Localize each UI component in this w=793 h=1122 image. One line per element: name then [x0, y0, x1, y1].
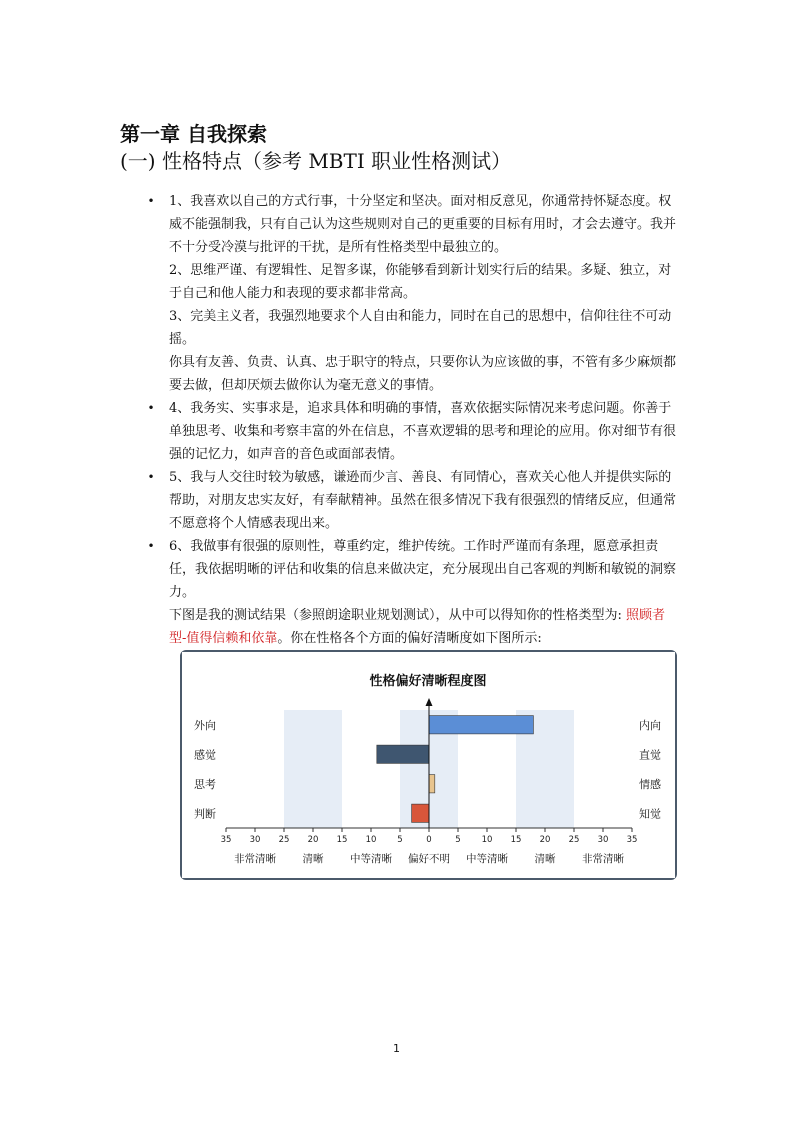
chart-band-label: 清晰	[302, 853, 324, 865]
chart-x-tick-label: 35	[626, 835, 638, 845]
body-content	[146, 190, 676, 650]
chart-category-right-label: 情感	[639, 777, 661, 791]
chart-category-left-label: 判断	[194, 807, 216, 821]
chart-band-label: 中等清晰	[466, 853, 508, 865]
item-text: 4、我务实、实事求是，追求具体和明确的事情，喜欢依据实际情况来考虑问题。你善于单独思考、收集和考察丰富的外在信息，不喜欢逻辑的思考和理论的应用。你对细节有很强的记忆力，如声音的音色或面部表情。	[169, 401, 677, 462]
chart-title: 性格偏好清晰程度图	[369, 674, 487, 689]
chart-x-tick-label: 25	[278, 835, 290, 845]
chart-band-label: 非常清晰	[234, 853, 276, 865]
chart-category-right-label: 直觉	[639, 748, 661, 762]
bullet-icon: •	[147, 401, 155, 415]
chart-bar	[429, 716, 533, 734]
chart-band-label: 偏好不明	[408, 853, 450, 865]
chart-x-tick-label: 20	[539, 835, 551, 845]
chart-x-tick-label: 15	[510, 835, 522, 845]
chart-x-tick-label: 30	[249, 835, 261, 845]
chart-bar	[377, 745, 429, 763]
chart-band-shade	[284, 710, 342, 828]
item-text: 1、我喜欢以自己的方式行事，十分坚定和坚决。面对相反意见，你通常持怀疑态度。权威不能强制我，只有自己认为这些规则对自己的更重要的目标有用时，才会去遵守。我并不十分受冷漠与批评的干扰，是所有性格类型中最独立的。	[169, 194, 677, 255]
chart-category-right-label: 内向	[639, 718, 661, 732]
item-subtext: 2、思维严谨、有逻辑性、足智多谋，你能够看到新计划实行后的结果。多疑、独立，对于自己和他人能力和表现的要求都非常高。	[169, 263, 672, 301]
list-item	[146, 397, 676, 466]
chart-band-label: 中等清晰	[350, 853, 392, 865]
chart-x-tick-label: 35	[220, 835, 232, 845]
chart-bar	[412, 804, 429, 822]
chapter-heading: 第一章 自我探索	[120, 122, 267, 146]
chart-x-tick-label: 25	[568, 835, 580, 845]
result-text-before: 下图是我的测试结果（参照朗途职业规划测试），从中可以得知你的性格类型为:	[169, 608, 627, 623]
preference-chart	[182, 652, 675, 878]
bullet-icon: •	[147, 194, 155, 208]
bullet-icon: •	[147, 470, 155, 484]
chart-x-tick-label: 5	[455, 835, 461, 845]
item-text: 6、我做事有很强的原则性，尊重约定，维护传统。工作时严谨而有条理，愿意承担责任，我依据明晰的评估和收集的信息来做决定，充分展现出自己客观的判断和敏锐的洞察力。	[169, 539, 677, 600]
chart-category-left-label: 外向	[194, 718, 216, 732]
section-heading: (一) 性格特点（参考 MBTI 职业性格测试）	[120, 149, 512, 173]
chart-category-left-label: 思考	[194, 777, 216, 791]
page-number: 1	[393, 1042, 400, 1055]
chart-frame	[180, 650, 677, 880]
chart-x-tick-label: 10	[365, 835, 377, 845]
chart-x-tick-label: 5	[397, 835, 403, 845]
list-item	[146, 535, 676, 604]
chart-x-tick-label: 30	[597, 835, 609, 845]
personality-type: 照顾者型-值得信赖和依靠	[169, 608, 666, 646]
chart-band-label: 非常清晰	[582, 853, 624, 865]
result-text-after: 。你在性格各个方面的偏好清晰度如下图所示:	[277, 631, 542, 646]
list-item	[146, 190, 676, 259]
chart-x-tick-label: 0	[426, 835, 432, 845]
chart-bar	[429, 775, 435, 793]
chart-category-left-label: 感觉	[194, 748, 216, 762]
chart-band-label: 清晰	[534, 853, 556, 865]
list-item	[146, 466, 676, 535]
item-subtext: 你具有友善、负责、认真、忠于职守的特点，只要你认为应该做的事，不管有多少麻烦都要去做，但却厌烦去做你认为毫无意义的事情。	[169, 355, 677, 393]
chart-category-right-label: 知觉	[639, 807, 661, 821]
result-paragraph	[146, 604, 676, 650]
chart-x-tick-label: 20	[307, 835, 319, 845]
chart-x-tick-label: 10	[481, 835, 493, 845]
bullet-icon: •	[147, 539, 155, 553]
item-text: 5、我与人交往时较为敏感，谦逊而少言、善良、有同情心，喜欢关心他人并提供实际的帮助，对朋友忠实友好，有奉献精神。虽然在很多情况下我有很强烈的情绪反应，但通常不愿意将个人情感表现出来。	[169, 470, 677, 531]
item-subtext: 3、完美主义者，我强烈地要求个人自由和能力，同时在自己的思想中，信仰往往不可动摇。	[169, 309, 672, 347]
chart-x-tick-label: 15	[336, 835, 348, 845]
